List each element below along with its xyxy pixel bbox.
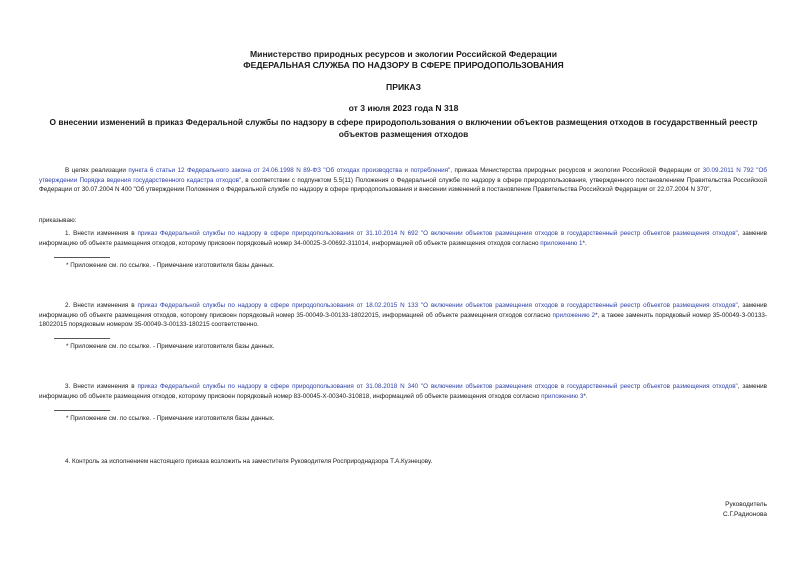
order-692-link[interactable]: приказ Федеральной службы по надзору в сфере природопользования от 31.10.2014 N 692 "О включении объектов размещения отходов в государственный реестр объектов размещения отходов" [137, 230, 738, 237]
item-1-paragraph [39, 229, 767, 248]
preamble-text-2: , приказа Министерства природных ресурсов и экологии Российской Федерации от [450, 167, 703, 174]
signature-name: С.Г.Радионова [722, 511, 767, 518]
item-2-paragraph [39, 301, 767, 330]
footnote-3: * Приложение см. по ссылке. - Примечание изготовителя базы данных. [66, 415, 275, 422]
preamble-paragraph [39, 166, 767, 195]
law-89fz-link[interactable]: пункта 6 статьи 12 Федерального закона от 24.06.1998 N 89-ФЗ "Об отходах производства и потребления" [128, 167, 451, 174]
item-1-text-3: *. [582, 239, 587, 247]
appendix-2-link[interactable]: приложению 2 [552, 311, 596, 319]
item-3-text-3: *. [583, 392, 588, 400]
service-name: ФЕДЕРАЛЬНАЯ СЛУЖБА ПО НАДЗОРУ В СФЕРЕ ПРИРОДОПОЛЬЗОВАНИЯ [243, 60, 564, 70]
item-2-text-3: *, а также заменить порядковый номер 35-00049-З-00133-18022015 порядковым номером 35-00049-З-00133-180215 соответственно. [39, 311, 767, 328]
footnote-divider-3 [54, 410, 110, 411]
footnote-2: * Приложение см. по ссылке. - Примечание изготовителя базы данных. [66, 343, 275, 350]
item-4-paragraph: 4. Контроль за исполнением настоящего приказа возложить на заместителя Руководителя Росприроднадзора Т.А.Кузнецову. [65, 458, 433, 465]
doc-date: от 3 июля 2023 года N 318 [348, 103, 459, 113]
footnote-1: * Приложение см. по ссылке. - Примечание изготовителя базы данных. [66, 262, 275, 269]
order-133-link[interactable]: приказ Федеральной службы по надзору в сфере природопользования от 18.02.2015 N 133 "О включении объектов размещения отходов в государственный реестр объектов размещения отходов" [137, 302, 738, 309]
item-3-text-1: 3. Внести изменения в [65, 383, 138, 390]
item-2-text-1: 2. Внести изменения в [65, 302, 138, 309]
preamble-text-1: В целях реализации [65, 167, 129, 174]
item-2-text-2: , заменив информацию об объекте размещения отходов, которому присвоен порядковый номер 35-00049-З-00133-18022015, информацией об объекте размещения отходов согласно [39, 302, 767, 319]
order-792-link[interactable]: 30.09.2011 N 792 "Об утверждении Порядка ведения государственного кадастра отходов" [39, 167, 767, 184]
item-3-text-2: , заменив информацию об объекте размещения отходов, которому присвоен порядковый номер 83-00045-Х-00340-310818, информацией об объекте размещения отходов согласно [39, 383, 767, 400]
preamble-text-3: , в соответствии с подпунктом 5.5(11) Положения о Федеральной службе по надзору в сфере природопользования, утвержденного постановлением Правительства Российской Федерации от 30.07.2004 N 400 "Об утверждении Положения о Федеральной службе по надзору в сфере природопользования и внесении изменений в постановление Правительства Российской Федерации от 22.07.2004 N 370", [39, 176, 767, 193]
item-3-paragraph [39, 382, 767, 401]
appendix-3-link[interactable]: приложению 3 [541, 392, 584, 400]
order-word: приказываю: [39, 217, 77, 224]
footnote-divider-2 [54, 338, 110, 339]
signature-position: Руководитель [725, 501, 767, 508]
item-1-text-2: , заменив информацию об объекте размещения отходов, которому присвоен порядковый номер 34-00025-З-00692-311014, информацией об объекте размещения отходов согласно [39, 230, 767, 247]
doc-type: ПРИКАЗ [386, 82, 421, 92]
item-1-text-1: 1. Внести изменения в [65, 230, 138, 237]
appendix-1-link[interactable]: приложению 1 [540, 239, 583, 247]
footnote-divider-1 [54, 257, 110, 258]
ministry-name: Министерство природных ресурсов и экологии Российской Федерации [250, 49, 557, 59]
order-340-link[interactable]: приказ Федеральной службы по надзору в сфере природопользования от 31.08.2018 N 340 "О включении объектов размещения отходов в государственный реестр объектов размещения отходов" [137, 383, 738, 390]
doc-title: О внесении изменений в приказ Федеральной службы по надзору в сфере природопользования о включении объектов размещения отходов в государственный реестр объектов размещения отходов [49, 117, 758, 139]
